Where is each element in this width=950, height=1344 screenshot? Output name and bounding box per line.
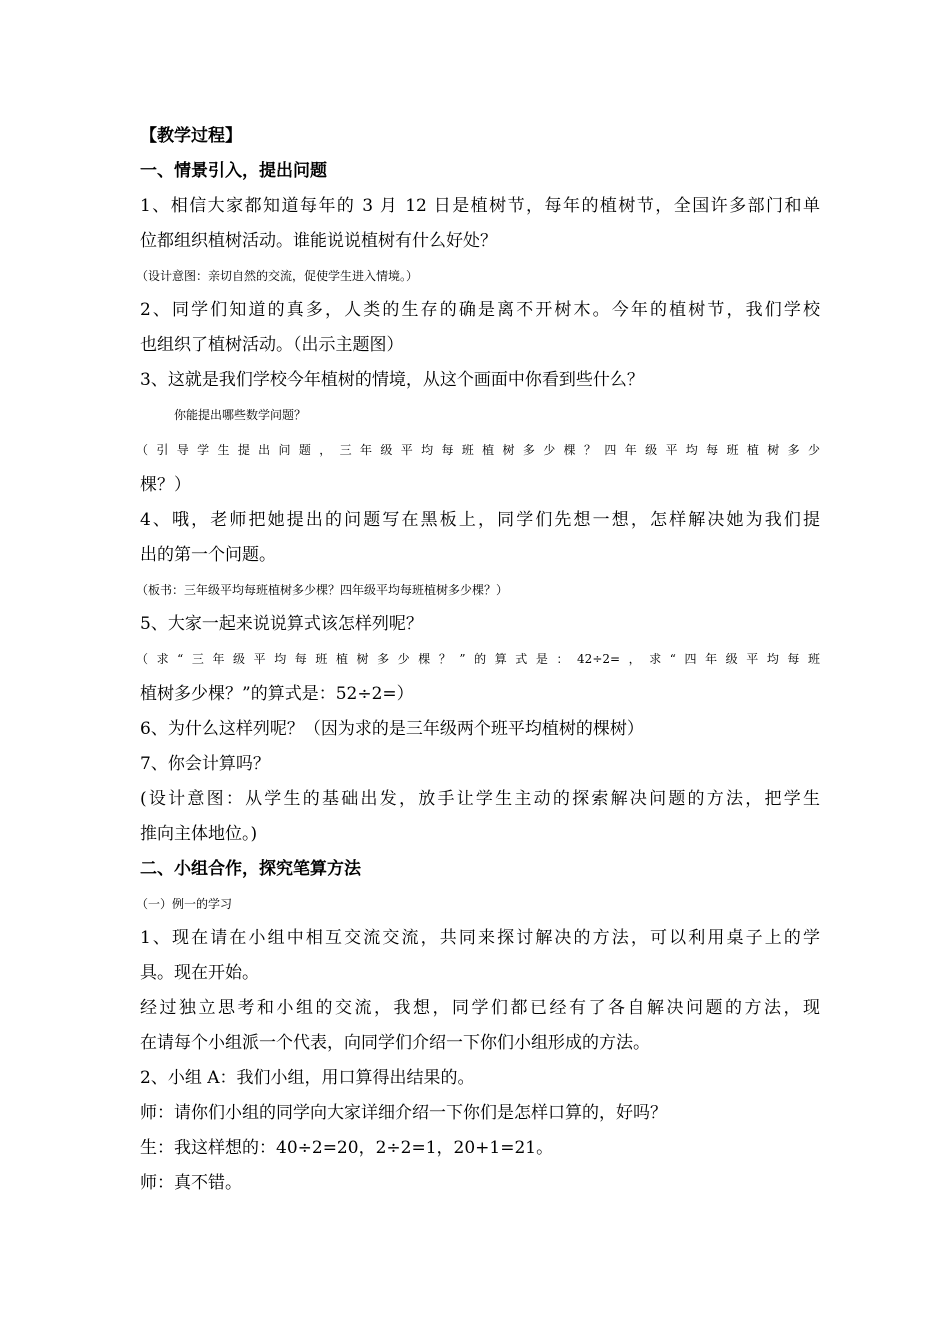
- text-line: 经过独立思考和小组的交流，我想，同学们都已经有了各自解决问题的方法，现: [140, 998, 820, 1019]
- text-line: 棵？）: [140, 474, 191, 495]
- text-line: 推向主体地位。): [140, 823, 258, 844]
- text-line: （一）例一的学习: [136, 896, 233, 911]
- section-heading: 二、小组合作，探究笔算方法: [140, 858, 361, 879]
- text-line: 7、你会计算吗？: [140, 754, 270, 775]
- text-line: 在请每个小组派一个代表，向同学们介绍一下你们小组形成的方法。: [140, 1033, 650, 1054]
- text-line: (设计意图：从学生的基础出发，放手让学生主动的探索解决问题的方法，把学生: [140, 788, 820, 809]
- text-line: （设计意图：亲切自然的交流，促使学生进入情境。）: [136, 268, 419, 283]
- text-line: 4、哦，老师把她提出的问题写在黑板上，同学们先想一想，怎样解决她为我们提: [140, 509, 820, 530]
- text-line: 师：请你们小组的同学向大家详细介绍一下你们是怎样口算的，好吗？: [140, 1102, 667, 1123]
- text-line: 2、小组 A：我们小组，用口算得出结果的。: [140, 1068, 475, 1089]
- text-line: 3、这就是我们学校今年植树的情境，从这个画面中你看到些什么？: [140, 370, 644, 391]
- text-line: 也组织了植树活动。（出示主题图）: [140, 335, 404, 356]
- text-line: 师：真不错。: [140, 1172, 242, 1193]
- text-line: 5、大家一起来说说算式该怎样列呢？: [140, 614, 423, 635]
- document-body: [136, 119, 820, 1201]
- text-line: 植树多少棵？”的算式是：52÷2=）: [140, 684, 414, 705]
- text-line: 6、为什么这样列呢？（因为求的是三年级两个班平均植树的棵树）: [140, 719, 644, 740]
- text-line: 出的第一个问题。: [140, 544, 276, 565]
- text-line: 2、同学们知道的真多，人类的生存的确是离不开树木。今年的植树节，我们学校: [140, 300, 820, 321]
- text-line: 你能提出哪些数学问题？: [174, 408, 307, 423]
- text-line: （求“三年级平均每班植树多少棵？”的算式是：42÷2=，求“四年级平均每班: [136, 652, 820, 667]
- text-line: 1、相信大家都知道每年的 3 月 12 日是植树节，每年的植树节，全国许多部门和单: [140, 195, 820, 216]
- text-line: （板书：三年级平均每班植树多少棵？四年级平均每班植树多少棵？）: [136, 582, 509, 597]
- section-heading: 一、情景引入，提出问题: [140, 160, 327, 181]
- text-line: 生：我这样想的：40÷2=20，2÷2=1，20+1=21。: [140, 1137, 554, 1158]
- text-line: 1、现在请在小组中相互交流交流，共同来探讨解决的方法，可以利用桌子上的学: [140, 928, 820, 949]
- text-line: 位都组织植树活动。谁能说说植树有什么好处？: [140, 230, 497, 251]
- section-heading: 【教学过程】: [140, 126, 242, 146]
- text-line: 具。现在开始。: [140, 963, 259, 984]
- text-line: （引导学生提出问题，三年级平均每班植树多少棵？四年级平均每班植树多少: [136, 443, 820, 458]
